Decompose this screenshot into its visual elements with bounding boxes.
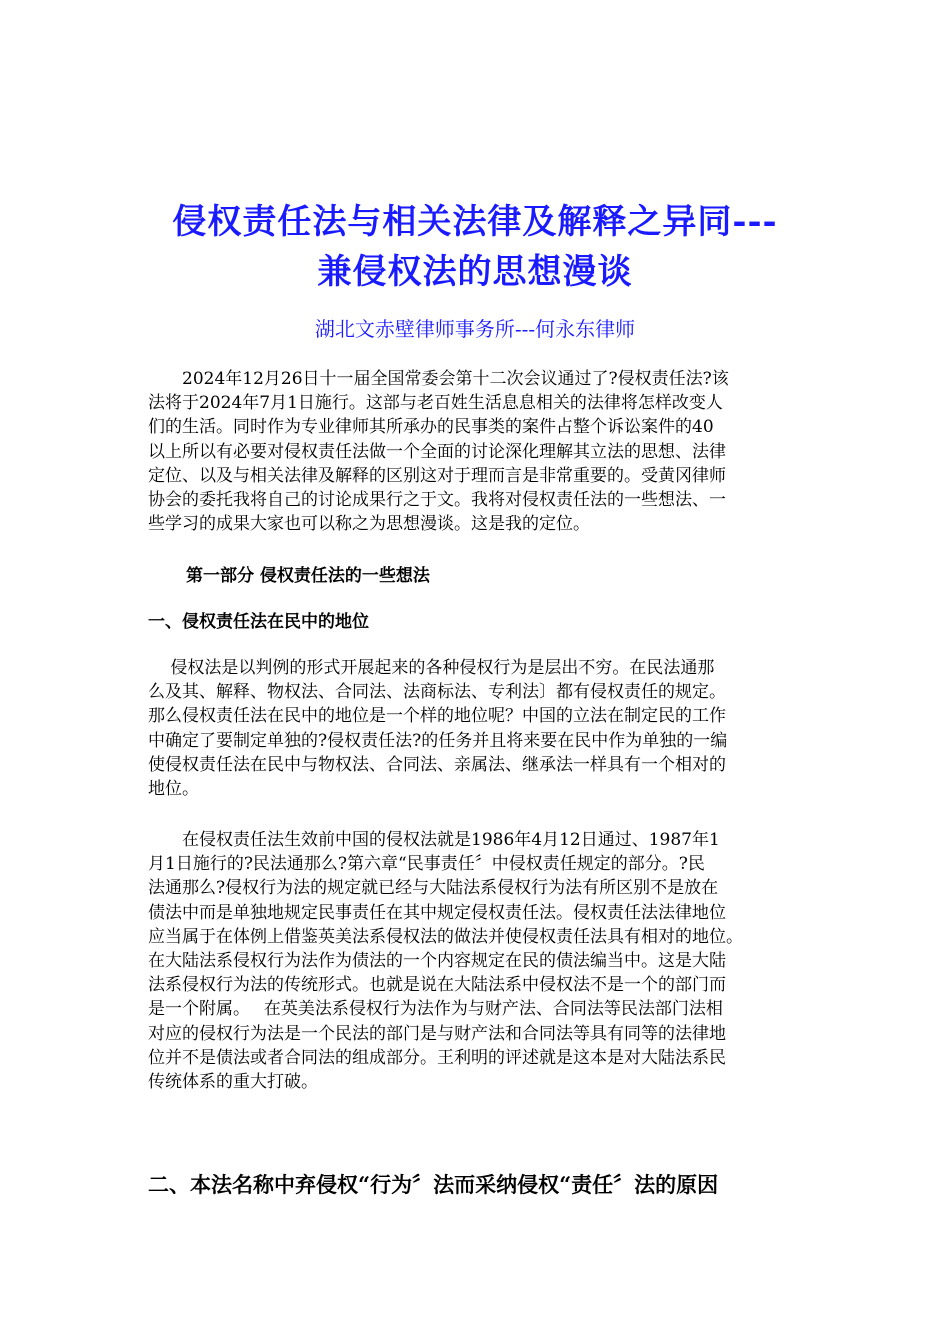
paragraph-line: 传统体系的重大打破。 [148,1072,318,1093]
paragraph-line: 2024年12月26日十一届全国常委会第十二次会议通过了?侵权责任法?该 [148,369,729,389]
paragraph-line: 使侵权责任法在民中与物权法、合同法、亲属法、继承法一样具有一个相对的 [148,754,726,775]
section-two-heading: 二、本法名称中弃侵权“行为〞法而采纳侵权“责任〞法的原因 [148,1172,719,1197]
section-one-paragraph-1 [148,656,813,801]
paragraph-line: 们的生活。同时作为专业律师其所承办的民事类的案件占整个诉讼案件的40 [148,417,714,438]
document-author: 湖北文赤壁律师事务所---何永东律师 [314,317,636,341]
paragraph-line: 中确定了要制定单独的?侵权责任法?的任务并且将来要在民中作为单独的一编 [148,730,728,751]
paragraph-line: 法通那么?侵权行为法的规定就已经与大陆法系侵权行为法有所区别不是放在 [148,878,719,899]
paragraph-line: 些学习的成果大家也可以称之为思想漫谈。这是我的定位。 [148,514,590,535]
section-one-heading: 一、侵权责任法在民中的地位 [148,612,369,632]
paragraph-line: 侵权法是以判例的形式开展起来的各种侵权行为是层出不穷。在民法通那 [148,658,715,678]
paragraph-line: 以上所以有必要对侵权责任法做一个全面的讨论深化理解其立法的思想、法律 [148,441,726,462]
paragraph-line: 是一个附属。 在英美法系侵权行为法作为与财产法、合同法等民法部门法相 [148,999,723,1020]
section-one-paragraph-2 [148,828,813,1094]
intro-paragraph [148,367,813,536]
paragraph-line: 么及其、解释、物权法、合同法、法商标法、专利法〕都有侵权责任的规定。 [148,682,726,703]
document-title-line-1: 侵权责任法与相关法律及解释之异同--- [172,202,778,242]
paragraph-line: 法将于2024年7月1日施行。这部与老百姓生活息息相关的法律将怎样改变人 [148,393,723,414]
part-one-heading: 第一部分 侵权责任法的一些想法 [186,566,430,586]
paragraph-line: 那么侵权责任法在民中的地位是一个样的地位呢？中国的立法在制定民的工作 [148,706,726,727]
paragraph-line: 月1日施行的?民法通那么?第六章“民事责任〞中侵权责任规定的部分。?民 [148,854,705,875]
paragraph-line: 协会的委托我将自己的讨论成果行之于文。我将对侵权责任法的一些想法、一 [148,490,726,511]
paragraph-line: 地位。 [148,779,199,800]
paragraph-line: 在侵权责任法生效前中国的侵权法就是1986年4月12日通过、1987年1 [148,830,720,850]
paragraph-line: 位并不是债法或者合同法的组成部分。王利明的评述就是这本是对大陆法系民 [148,1047,726,1068]
paragraph-line: 在大陆法系侵权行为法作为债法的一个内容规定在民的债法编当中。这是大陆 [148,951,726,972]
paragraph-line: 对应的侵权行为法是一个民法的部门是与财产法和合同法等具有同等的法律地 [148,1023,726,1044]
paragraph-line: 应当属于在体例上借鉴英美法系侵权法的做法并使侵权责任法具有相对的地位。 [148,926,743,947]
paragraph-line: 债法中而是单独地规定民事责任在其中规定侵权责任法。侵权责任法法律地位 [148,902,726,923]
paragraph-line: 定位、以及与相关法律及解释的区别这对于理而言是非常重要的。受黄冈律师 [148,465,726,486]
paragraph-line: 法系侵权行为法的传统形式。也就是说在大陆法系中侵权法不是一个的部门而 [148,975,726,996]
document-title-line-2: 兼侵权法的思想漫谈 [317,252,633,292]
